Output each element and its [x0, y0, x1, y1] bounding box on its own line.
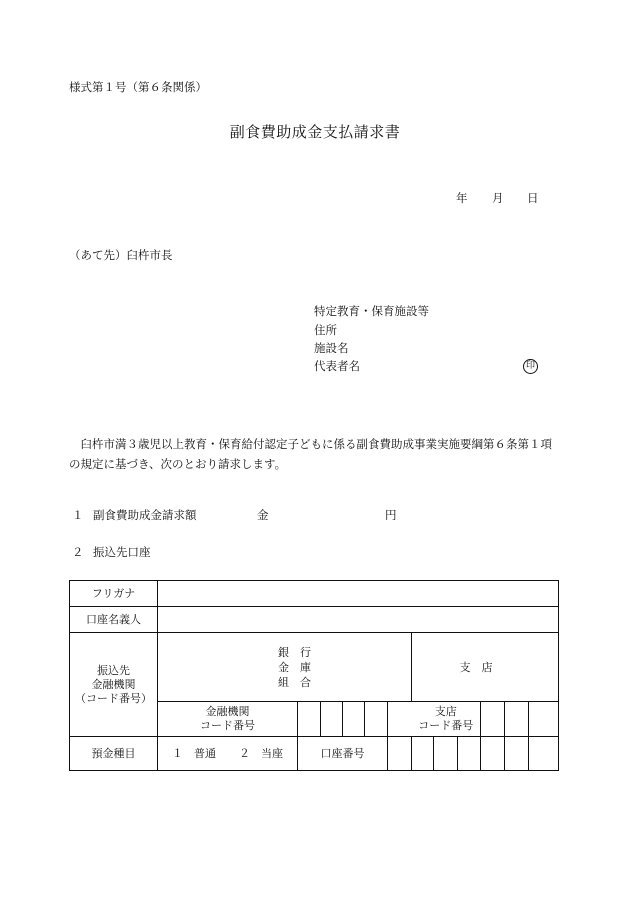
account-number-digit[interactable]: [434, 737, 458, 771]
institution-kind-bank: 銀 行: [278, 645, 311, 659]
branch-name-field[interactable]: [412, 633, 559, 702]
institution-kind-union: 組 合: [278, 675, 311, 689]
institution-code-label: [158, 702, 298, 737]
account-number-digit[interactable]: [529, 737, 559, 771]
item2-number: ２: [72, 545, 84, 559]
branch-code-digit[interactable]: [505, 702, 529, 737]
branch-code-label-line2: コード番号: [418, 719, 474, 732]
address-label: 住所: [314, 323, 337, 337]
furigana-label: フリガナ: [70, 581, 158, 607]
account-holder-label: 口座名義人: [70, 607, 158, 633]
account-number-digit[interactable]: [481, 737, 505, 771]
destination-label-line3: （コード番号）: [75, 691, 152, 705]
institution-code-digit[interactable]: [343, 702, 365, 737]
account-number-digit[interactable]: [505, 737, 529, 771]
institution-kind-shinkin: 金 庫: [278, 660, 311, 674]
institution-code-label-line2: コード番号: [200, 719, 255, 732]
addressee: （あて先）臼杵市長: [69, 248, 173, 262]
institution-kind-list: [278, 645, 311, 690]
branch-code-digit[interactable]: [481, 702, 505, 737]
institution-code-label-line1: 金融機関: [205, 705, 250, 718]
institution-code-digit[interactable]: [365, 702, 388, 737]
institution-code-spacer: [388, 702, 412, 737]
institution-name-field[interactable]: [158, 633, 412, 702]
deposit-type-options[interactable]: [158, 737, 298, 771]
date-day-label: 日: [527, 191, 539, 205]
branch-suffix-label: 支 店: [459, 661, 493, 674]
institution-code-digit[interactable]: [298, 702, 321, 737]
account-number-label: 口座番号: [298, 737, 388, 771]
deposit-option-checking[interactable]: ２ 当座: [239, 746, 283, 760]
page-title: 副食費助成金支払請求書: [229, 123, 401, 141]
branch-code-digit[interactable]: [529, 702, 559, 737]
branch-code-label: [412, 702, 481, 737]
deposit-option-ordinary[interactable]: １ 普通: [172, 746, 216, 760]
form-number: 様式第１号（第６条関係）: [69, 80, 207, 94]
item2-label: 振込先口座: [93, 545, 151, 559]
seal-icon: 印: [523, 359, 538, 374]
deposit-type-label: 預金種目: [70, 737, 158, 771]
destination-label-line2: 金融機関: [91, 677, 136, 691]
date-year-label: 年: [456, 191, 468, 205]
item1-number: １: [72, 508, 84, 522]
facility-name-label: 施設名: [314, 341, 349, 355]
item1-label: 副食費助成金請求額: [93, 508, 197, 522]
destination-label: [70, 633, 158, 737]
account-number-digit[interactable]: [388, 737, 412, 771]
destination-label-line1: 振込先: [97, 663, 130, 677]
item1-amount-prefix: 金: [257, 508, 269, 522]
institution-code-digit[interactable]: [321, 702, 343, 737]
branch-code-label-line1: 支店: [434, 705, 457, 718]
item1-amount-unit: 円: [385, 508, 397, 522]
furigana-field[interactable]: [158, 581, 559, 607]
bank-account-table: [69, 580, 559, 771]
account-number-digit[interactable]: [458, 737, 481, 771]
date-month-label: 月: [492, 191, 504, 205]
account-number-digit[interactable]: [412, 737, 434, 771]
facility-type-label: 特定教育・保育施設等: [314, 304, 429, 318]
request-statement: 臼杵市満３歳児以上教育・保育給付認定子どもに係る副食費助成事業実施要綱第６条第１項の規定に基づき、次のとおり請求します。: [69, 437, 552, 471]
representative-label: 代表者名: [314, 359, 360, 373]
account-holder-field[interactable]: [158, 607, 559, 633]
